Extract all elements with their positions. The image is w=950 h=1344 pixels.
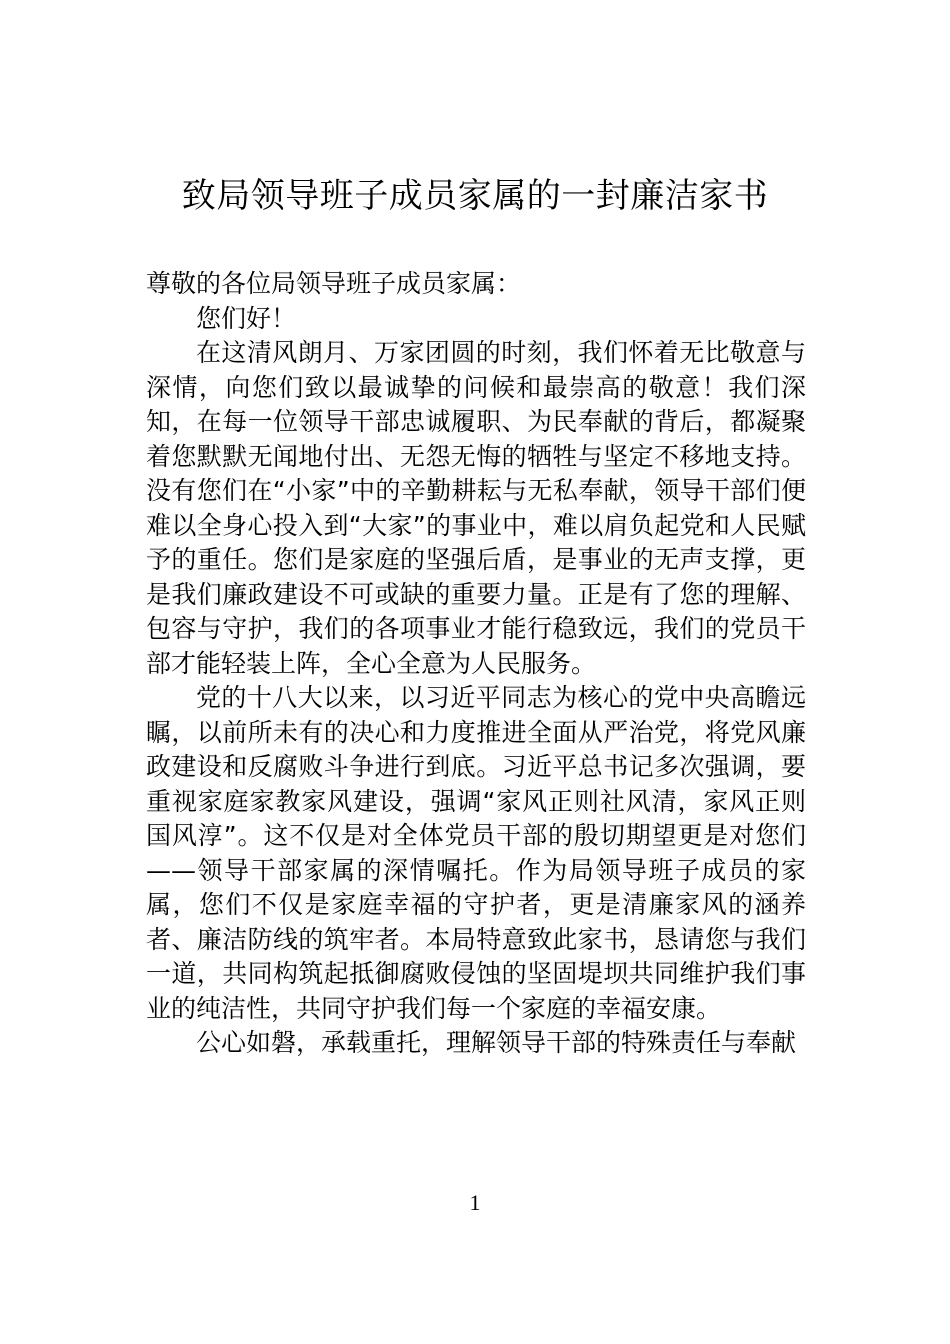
paragraph: 党的十八大以来，以习近平同志为核心的党中央高瞻远瞩，以前所未有的决心和力度推进全面从严治党，将党风廉政建设和反腐败斗争进行到底。习近平总书记多次强调，要重视家庭家教家风建设，强调“家风正则社风清，家风正则国风淳”。这不仅是对全体党员干部的殷切期望更是对您们——领导干部家属的深情嘱托。作为局领导班子成员的家属，您们不仅是家庭幸福的守护者，更是清廉家风的涵养者、廉洁防线的筑牢者。本局特意致此家书，恳请您与我们一道，共同构筑起抵御腐败侵蚀的坚固堤坝共同维护我们事业的纯洁性，共同守护我们每一个家庭的幸福安康。 xyxy=(146,683,806,1023)
salutation: 尊敬的各位局领导班子成员家属： xyxy=(146,269,522,298)
greeting: 您们好！ xyxy=(196,303,297,333)
paragraph: 在这清风朗月、万家团圆的时刻，我们怀着无比敬意与深情，向您们致以最诚挚的问候和最崇高的敬意！我们深知，在每一位领导干部忠诚履职、为民奉献的背后，都凝聚着您默默无闻地付出、无怨无悔的牺牲与坚定不移地支持。没有您们在“小家”中的辛勤耕耘与无私奉献，领导干部们便难以全身心投入到“大家”的事业中，难以肩负起党和人民赋予的重任。您们是家庭的坚强后盾，是事业的无声支撑，更是我们廉政建设不可或缺的重要力量。正是有了您的理解、包容与守护，我们的各项事业才能行稳致远，我们的党员干部才能轻装上阵，全心全意为人民服务。 xyxy=(146,338,806,678)
section-heading: 公心如磐，承载重托，理解领导干部的特殊责任与奉献 xyxy=(196,1028,797,1057)
letter-body xyxy=(146,267,806,1061)
page-number: 1 xyxy=(469,1190,481,1215)
document-title: 致局领导班子成员家属的一封廉洁家书 xyxy=(181,176,769,216)
